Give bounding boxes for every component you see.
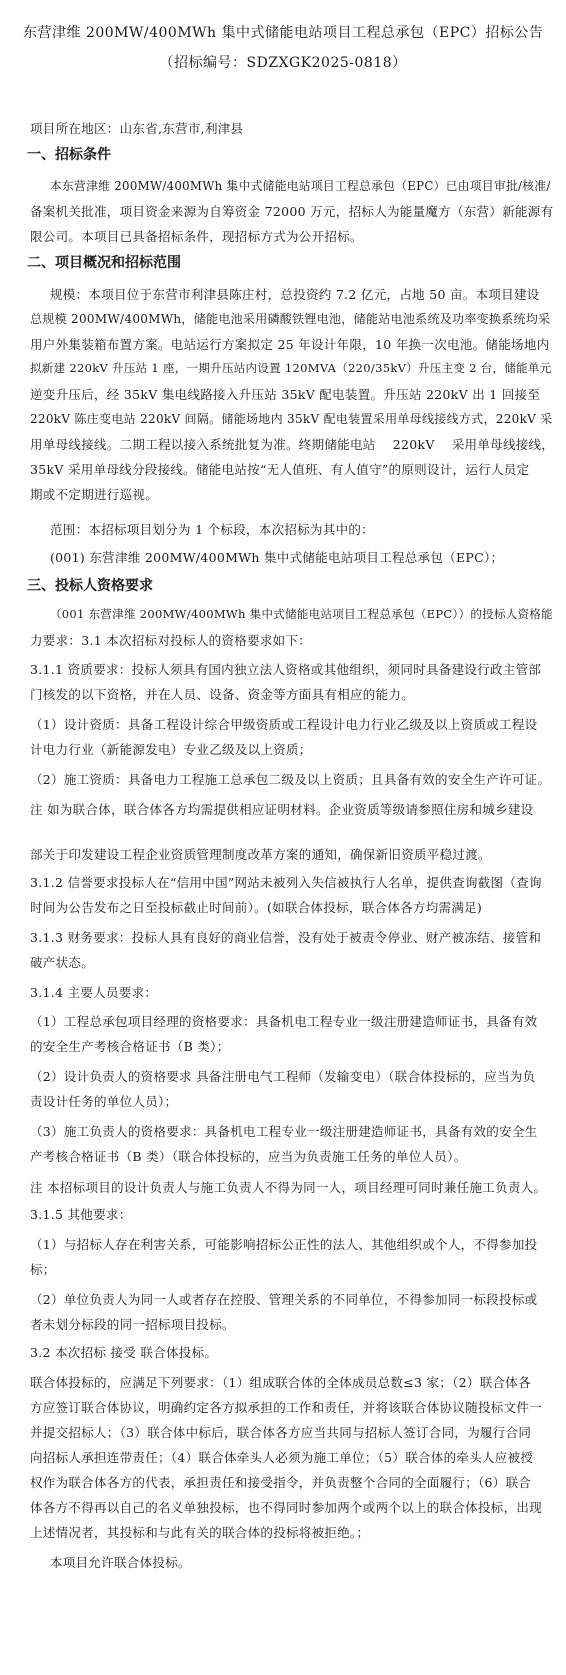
paragraph-line: 注 如为联合体，联合体各方均需提供相应证明材料。企业资质等级请参照住房和城乡建设 bbox=[30, 802, 534, 817]
paragraph-line: 门核发的以下资格，并在人员、设备、资金等方面具有相应的能力。 bbox=[30, 687, 415, 702]
paragraph-line: 方应签订联合体协议，明确约定各方拟承担的工作和责任，并将该联合体协议随投标文件一 bbox=[30, 1400, 543, 1415]
paragraph-line: 本项目允许联合体投标。 bbox=[50, 1555, 191, 1570]
paragraph-line: 范围：本招标项目划分为 1 个标段，本次招标为其中的： bbox=[50, 522, 375, 537]
paragraph-line: 规模：本项目位于东营市利津县陈庄村，总投资约 7.2 亿元，占地 50 亩。本项目建设 bbox=[50, 287, 540, 302]
paragraph-line: 本东营津维 200MW/400MWh 集中式储能电站项目工程总承包（EPC）已由项目审批/核准/ bbox=[50, 179, 551, 193]
paragraph-line: 向招标人承担连带责任；（4）联合体牵头人必须为施工单位；（5）联合体的牵头人应被授 bbox=[30, 1450, 534, 1465]
paragraph-line: 3.1.3 财务要求：投标人具有良好的商业信誉，没有处于被责令停业、财产被冻结、接管和 bbox=[30, 930, 542, 945]
section-heading-bid-conditions: 一、招标条件 bbox=[27, 147, 111, 163]
paragraph-line: 产考核合格证书（B 类）（联合体投标的，应当为负责施工任务的单位人员）。 bbox=[30, 1149, 467, 1164]
paragraph-line: 的安全生产考核合格证书（B 类）； bbox=[30, 1039, 230, 1054]
section-heading-bidder-qualifications: 三、投标人资格要求 bbox=[27, 578, 153, 594]
paragraph-line: 权作为联合体各方的代表，承担责任和接受指令，并负责整个合同的全面履行；（6）联合 bbox=[30, 1475, 532, 1490]
paragraph-line: 3.2 本次招标 接受 联合体投标。 bbox=[30, 1345, 218, 1360]
paragraph-line: 总规模 200MW/400MWh，储能电池采用磷酸铁锂电池，储能站电池系统及功率变换系统均采 bbox=[30, 312, 551, 326]
paragraph-line: 联合体投标的，应满足下列要求：（1）组成联合体的全体成员总数≤3 家；（2）联合体各 bbox=[30, 1375, 531, 1390]
paragraph-line: 力要求：3.1 本次招标对投标人的资格要求如下： bbox=[30, 633, 312, 648]
paragraph-line: 35kV 采用单母线分段接线。储能电站按“无人值班、有人值守”的原则设计，运行人员定 bbox=[30, 462, 530, 477]
paragraph-line: 计电力行业（新能源发电）专业乙级及以上资质； bbox=[30, 742, 312, 757]
paragraph-line: 上述情况者，其投标和与此有关的联合体的投标将被拒绝。； bbox=[30, 1525, 370, 1540]
paragraph-line: 并提交招标人；（3）联合体中标后，联合体各方应当共同与招标人签订合同，为履行合同 bbox=[30, 1425, 532, 1440]
paragraph-line: （1）工程总承包项目经理的资格要求：具备机电工程专业一级注册建造师证书，具备有效 bbox=[30, 1014, 538, 1029]
paragraph-line: 标； bbox=[30, 1262, 56, 1277]
paragraph-line: （001 东营津维 200MW/400MWh 集中式储能电站项目工程总承包（EPC））的投标人资格能 bbox=[50, 607, 553, 621]
paragraph-line: 220kV 陈庄变电站 220kV 间隔。储能场地内 35kV 配电装置采用单母线接线方式，220kV 采 bbox=[30, 412, 553, 426]
paragraph-line: 期或不定期进行巡视。 bbox=[30, 487, 159, 502]
paragraph-line: 3.1.5 其他要求： bbox=[30, 1207, 132, 1222]
paragraph-line: （2）设计负责人的资格要求 具备注册电气工程师（发输变电）（联合体投标的，应当为负 bbox=[30, 1069, 536, 1084]
paragraph-line: （3）施工负责人的资格要求：具备机电工程专业一级注册建造师证书，具备有效的安全生 bbox=[30, 1124, 538, 1139]
paragraph-line: (001) 东营津维 200MW/400MWh 集中式储能电站项目工程总承包（EPC）； bbox=[50, 550, 504, 565]
paragraph-line: 体各方不得再以自己的名义单独投标，也不得同时参加两个或两个以上的联合体投标，出现 bbox=[30, 1500, 543, 1515]
paragraph-line: 部关于印发建设工程企业资质管理制度改革方案的通知，确保新旧资质平稳过渡。 bbox=[30, 847, 491, 862]
paragraph-line: 逆变升压后，经 35kV 集电线路接入升压站 35kV 配电装置。升压站 220kV 出 1 回接至 bbox=[30, 387, 541, 402]
notice-title: 东营津维 200MW/400MWh 集中式储能电站项目工程总承包（EPC）招标公告 bbox=[23, 25, 544, 41]
bid-number: （招标编号：SDZXGK2025-0818） bbox=[159, 55, 407, 71]
paragraph-line: （1）与招标人存在利害关系，可能影响招标公正性的法人、其他组织或个人，不得参加投 bbox=[30, 1237, 538, 1252]
paragraph-line: 用户外集装箱布置方案。电站运行方案拟定 25 年设计年限，10 年换一次电池。储能场地内 bbox=[30, 337, 550, 352]
paragraph-line: 备案机关批准，项目资金来源为自筹资金 72000 万元，招标人为能量魔方（东营）新能源有 bbox=[30, 204, 554, 219]
paragraph-line: 3.1.4 主要人员要求： bbox=[30, 985, 158, 1000]
paragraph-line: 时间为公告发布之日至投标截止时间前）。(如联合体投标，联合体各方均需满足) bbox=[30, 900, 483, 915]
paragraph-line: 3.1.2 信誉要求投标人在“信用中国”网站未被列入失信被执行人名单，提供查询截图（查询 bbox=[30, 875, 542, 890]
project-region: 项目所在地区：山东省,东营市,利津县 bbox=[30, 121, 244, 136]
paragraph-line: 用单母线接线。二期工程以接入系统批复为准。终期储能电站 220kV 采用单母线接线， bbox=[30, 437, 555, 452]
paragraph-line: 注 本招标项目的设计负责人与施工负责人不得为同一人，项目经理可同时兼任施工负责人。 bbox=[30, 1180, 547, 1195]
paragraph-line: （2）单位负责人为同一人或者存在控股、管理关系的不同单位，不得参加同一标段投标或 bbox=[30, 1292, 538, 1307]
paragraph-line: （2）施工资质：具备电力工程施工总承包二级及以上资质；且具备有效的安全生产许可证。 bbox=[30, 772, 551, 787]
paragraph-line: 责设计任务的单位人员）； bbox=[30, 1094, 178, 1109]
section-heading-overview-scope: 二、项目概况和招标范围 bbox=[27, 255, 181, 271]
paragraph-line: 破产状态。 bbox=[30, 955, 95, 970]
paragraph-line: 拟新建 220kV 升压站 1 座，一期升压站内设置 120MVA（220/35kV）升压主变 2 台，储能单元 bbox=[30, 361, 552, 375]
paragraph-line: 者未划分标段的同一招标项目投标。 bbox=[30, 1317, 235, 1332]
paragraph-line: （1）设计资质：具备工程设计综合甲级资质或工程设计电力行业乙级及以上资质或工程设 bbox=[30, 717, 538, 732]
paragraph-line: 限公司。本项目已具备招标条件，现招标方式为公开招标。 bbox=[30, 229, 363, 244]
paragraph-line: 3.1.1 资质要求：投标人须具有国内独立法人资格或其他组织，须同时具备建设行政主管部 bbox=[30, 662, 542, 677]
